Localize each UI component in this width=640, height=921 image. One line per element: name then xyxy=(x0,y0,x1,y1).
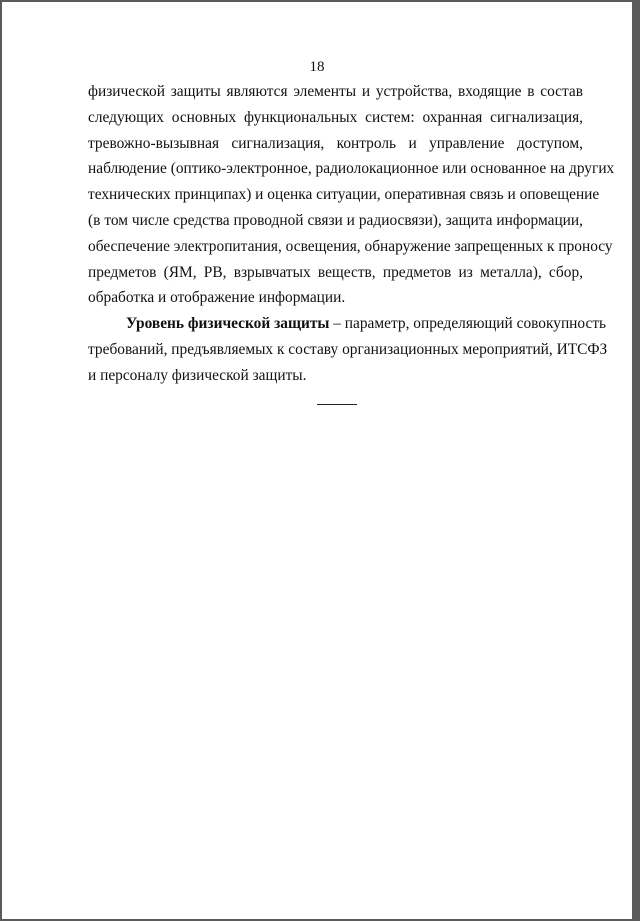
page-number: 18 xyxy=(309,59,325,75)
text-line: следующих основных функциональных систем: охранная сигнализация, xyxy=(88,108,583,126)
paragraph-protection-level-definition xyxy=(88,311,608,388)
text-line-last: обработка и отображение информации. xyxy=(88,289,346,307)
text-line: технических принципах) и оценка ситуации, оперативная связь и оповещение xyxy=(88,186,600,204)
paragraph-definition-continuation xyxy=(88,79,615,311)
defined-term: Уровень физической защиты xyxy=(126,315,330,332)
text-line-last: и персоналу физической защиты. xyxy=(88,366,307,384)
document-page xyxy=(2,2,632,919)
text-line-first xyxy=(88,311,607,337)
text-line: требований, предъявляемых к составу организационных мероприятий, ИТСФЗ xyxy=(88,340,608,358)
text-line: физической защиты являются элементы и устройства, входящие в состав xyxy=(88,83,583,100)
end-of-section-rule xyxy=(317,404,357,405)
text-line: (в том числе средства проводной связи и радиосвязи), защита информации, xyxy=(88,211,583,229)
text-line: предметов (ЯМ, РВ, взрывчатых веществ, предметов из металла), сбор, xyxy=(88,263,583,281)
definition-text: – параметр, определяющий совокупность xyxy=(329,315,607,332)
text-line: тревожно-вызывная сигнализация, контроль и управление доступом, xyxy=(88,134,583,152)
text-line: обеспечение электропитания, освещения, обнаружение запрещенных к проносу xyxy=(88,237,613,255)
text-line: наблюдение (оптико-электронное, радиолокационное или основанное на других xyxy=(88,160,615,178)
